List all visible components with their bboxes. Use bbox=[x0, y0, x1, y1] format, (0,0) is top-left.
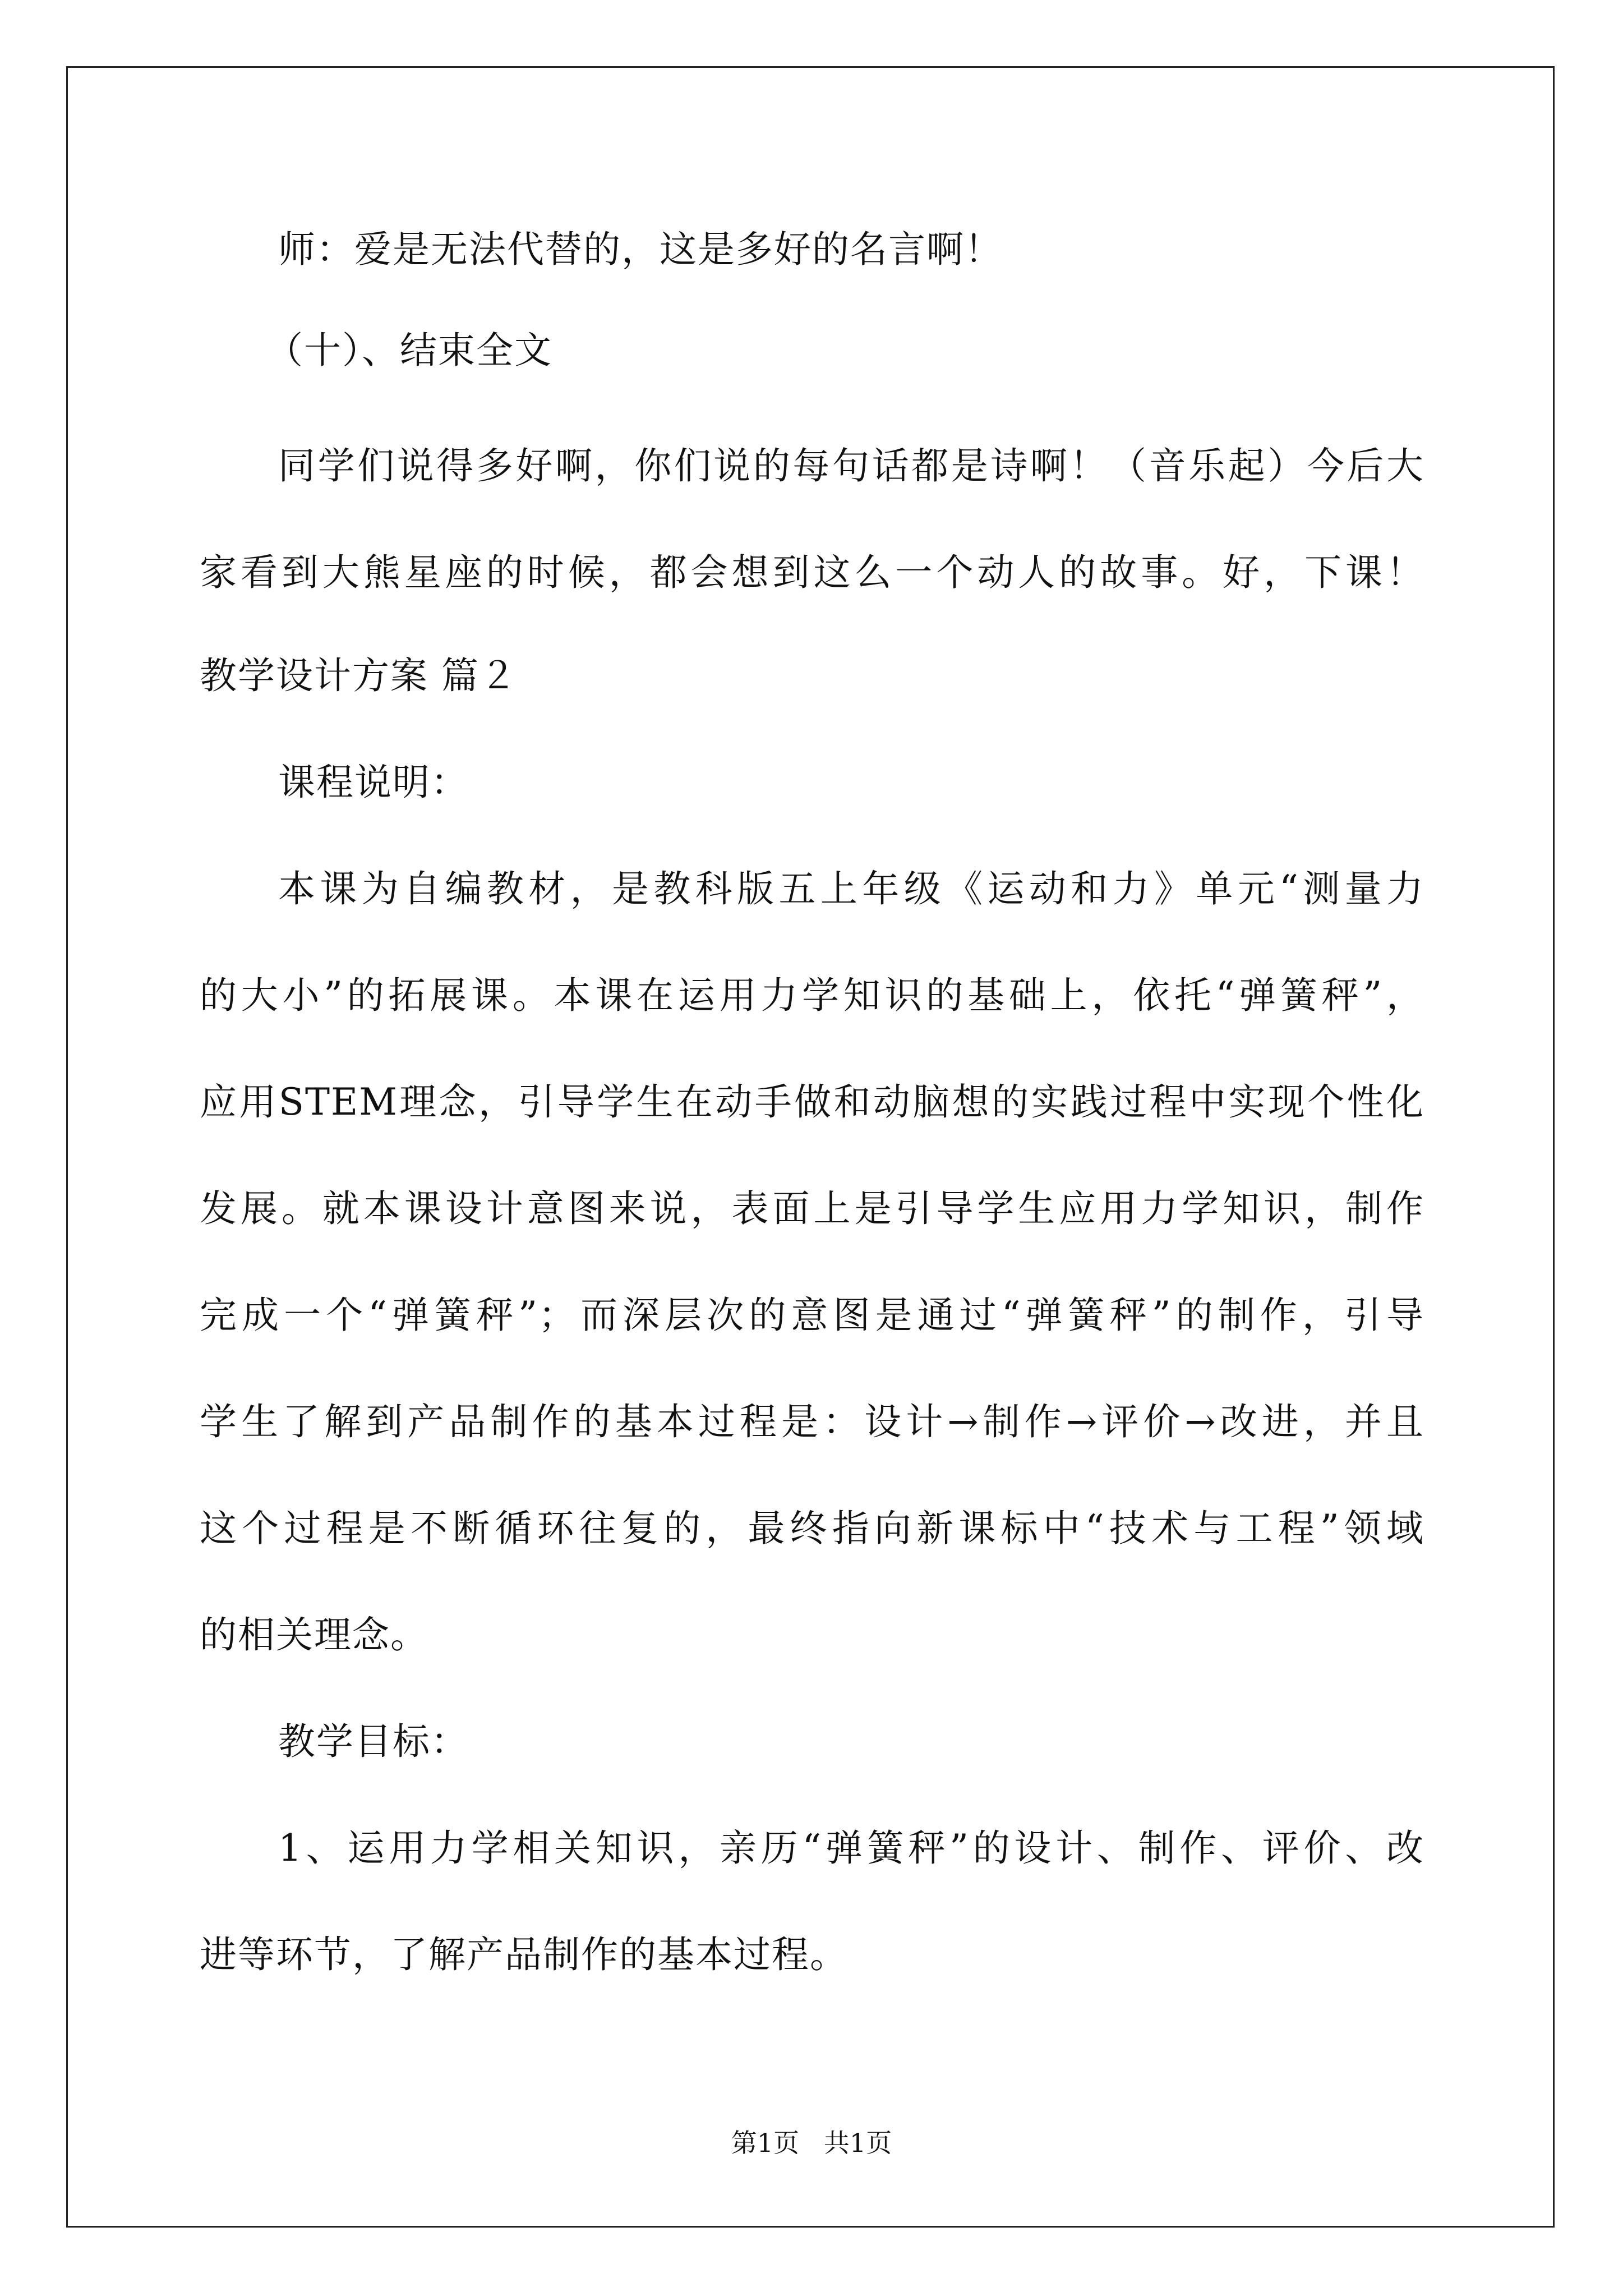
paragraph-line: 1、运用力学相关知识，亲历“弹簧秤”的设计、制作、评价、改 bbox=[278, 1826, 1424, 1870]
page-border bbox=[66, 66, 1555, 2228]
paragraph-line: 应用STEM理念，引导学生在动手做和动脑想的实践过程中实现个性化 bbox=[200, 1080, 1424, 1124]
paragraph-line: 同学们说得多好啊，你们说的每句话都是诗啊！（音乐起）今后大 bbox=[278, 444, 1424, 487]
section-heading: 课程说明： bbox=[278, 761, 469, 804]
page-footer: 第1页 共1页 bbox=[731, 2128, 892, 2158]
paragraph-line: 完成一个“弹簧秤”；而深层次的意图是通过“弹簧秤”的制作，引导 bbox=[200, 1294, 1424, 1337]
paragraph-line: 这个过程是不断循环往复的，最终指向新课标中“技术与工程”领域 bbox=[200, 1507, 1424, 1550]
section-title: 教学设计方案 篇２ bbox=[200, 654, 518, 697]
paragraph-line: 本课为自编教材，是教科版五上年级《运动和力》单元“测量力 bbox=[278, 867, 1424, 910]
paragraph-line: 的大小”的拓展课。本课在运用力学知识的基础上，依托“弹簧秤”， bbox=[200, 974, 1424, 1017]
paragraph-line: 发展。就本课设计意图来说，表面上是引导学生应用力学知识，制作 bbox=[200, 1187, 1424, 1230]
paragraph-line: 师：爱是无法代替的，这是多好的名言啊！ bbox=[278, 228, 1003, 271]
paragraph-line: 家看到大熊星座的时候，都会想到这么一个动人的故事。好，下课！ bbox=[200, 551, 1424, 594]
paragraph-line: 学生了解到产品制作的基本过程是：设计→制作→评价→改进，并且 bbox=[200, 1400, 1424, 1443]
section-heading: （十）、结束全文 bbox=[266, 329, 552, 372]
paragraph-line: 进等环节，了解产品制作的基本过程。 bbox=[200, 1933, 848, 1976]
section-heading: 教学目标： bbox=[278, 1720, 469, 1763]
paragraph-line: 的相关理念。 bbox=[200, 1613, 428, 1657]
